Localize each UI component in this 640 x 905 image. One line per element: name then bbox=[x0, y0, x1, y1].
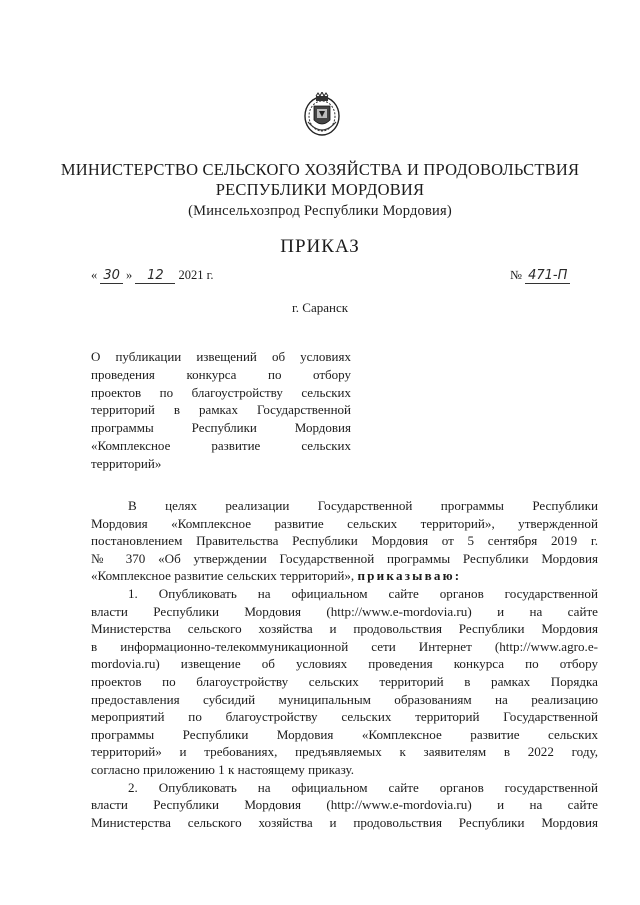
body-line: мероприятий по благоустройству сельских территорий Государственной bbox=[91, 709, 598, 725]
body-line bbox=[91, 567, 598, 585]
order-date bbox=[91, 268, 214, 284]
document-type-title: ПРИКАЗ bbox=[280, 236, 360, 257]
ministry-name-line1: МИНИСТЕРСТВО СЕЛЬСКОГО ХОЗЯЙСТВА И ПРОДОВОЛЬСТВИЯ bbox=[60, 160, 580, 179]
number-value: 471-П bbox=[525, 268, 570, 284]
body-line: mordovia.ru) извещение об условиях проведения конкурса по отбору bbox=[91, 656, 598, 672]
body-line: территорий» и требованиях, предъявляемых к заявителям в 2022 году, bbox=[91, 744, 598, 760]
subject-line: программы Республики Мордовия bbox=[91, 420, 351, 436]
body-line: предоставления субсидий муниципальным образованиям на реализацию bbox=[91, 691, 598, 707]
body-line: проектов по благоустройству сельских территорий в рамках Порядка bbox=[91, 673, 598, 689]
ministry-short-name: (Минсельхозпрод Республики Мордовия) bbox=[188, 203, 452, 219]
order-number bbox=[510, 268, 570, 284]
date-year: 2021 г. bbox=[178, 268, 214, 282]
subject-line: проектов по благоустройству сельских bbox=[91, 384, 351, 400]
body-line: Министерства сельского хозяйства и продовольствия Республики Мордовия bbox=[91, 814, 598, 830]
body-line: Мордовия «Комплексное развитие сельских территорий», утвержденной bbox=[91, 515, 598, 531]
subject-line: проведения конкурса по отбору bbox=[91, 366, 351, 382]
order-subject bbox=[91, 348, 351, 473]
date-close-quote: » bbox=[126, 268, 133, 282]
subject-line: О публикации извещений об условиях bbox=[91, 349, 351, 364]
order-body bbox=[91, 497, 598, 831]
subject-line: территорий в рамках Государственной bbox=[91, 402, 351, 418]
body-line: постановлением Правительства Республики Мордовия от 5 сентября 2019 г. bbox=[91, 533, 598, 549]
body-line: программы Республики Мордовия «Комплексное развитие сельских bbox=[91, 726, 598, 742]
date-month: 12 bbox=[135, 268, 175, 284]
subject-line: территорий» bbox=[91, 455, 162, 471]
body-line: согласно приложению 1 к настоящему приказу. bbox=[91, 761, 355, 777]
date-day: 30 bbox=[100, 268, 123, 284]
number-sign: № bbox=[510, 268, 522, 282]
body-line: 1. Опубликовать на официальном сайте органов государственной bbox=[128, 585, 598, 601]
city-name: г. Саранск bbox=[291, 300, 349, 315]
body-line: власти Республики Мордовия (http://www.e-mordovia.ru) и на сайте bbox=[91, 603, 598, 619]
body-line: Министерства сельского хозяйства и продовольствия Республики Мордовия bbox=[91, 621, 598, 637]
date-open-quote: « bbox=[91, 268, 98, 282]
body-line: № 370 «Об утверждении Государственной программы Республики Мордовия bbox=[91, 550, 598, 566]
ministry-name-line2: РЕСПУБЛИКИ МОРДОВИЯ bbox=[215, 180, 425, 199]
coat-of-arms-icon bbox=[302, 92, 342, 138]
body-line: в информационно-телекоммуникационной сети Интернет (http://www.agro.e- bbox=[91, 638, 598, 654]
body-line: 2. Опубликовать на официальном сайте органов государственной bbox=[128, 779, 598, 795]
body-line: власти Республики Мордовия (http://www.e-mordovia.ru) и на сайте bbox=[91, 797, 598, 813]
body-line-text: «Комплексное развитие сельских территорий», bbox=[91, 568, 355, 584]
subject-line: «Комплексное развитие сельских bbox=[91, 437, 351, 453]
body-line: В целях реализации Государственной программы Республики bbox=[128, 498, 598, 513]
order-word: приказываю: bbox=[357, 568, 462, 584]
